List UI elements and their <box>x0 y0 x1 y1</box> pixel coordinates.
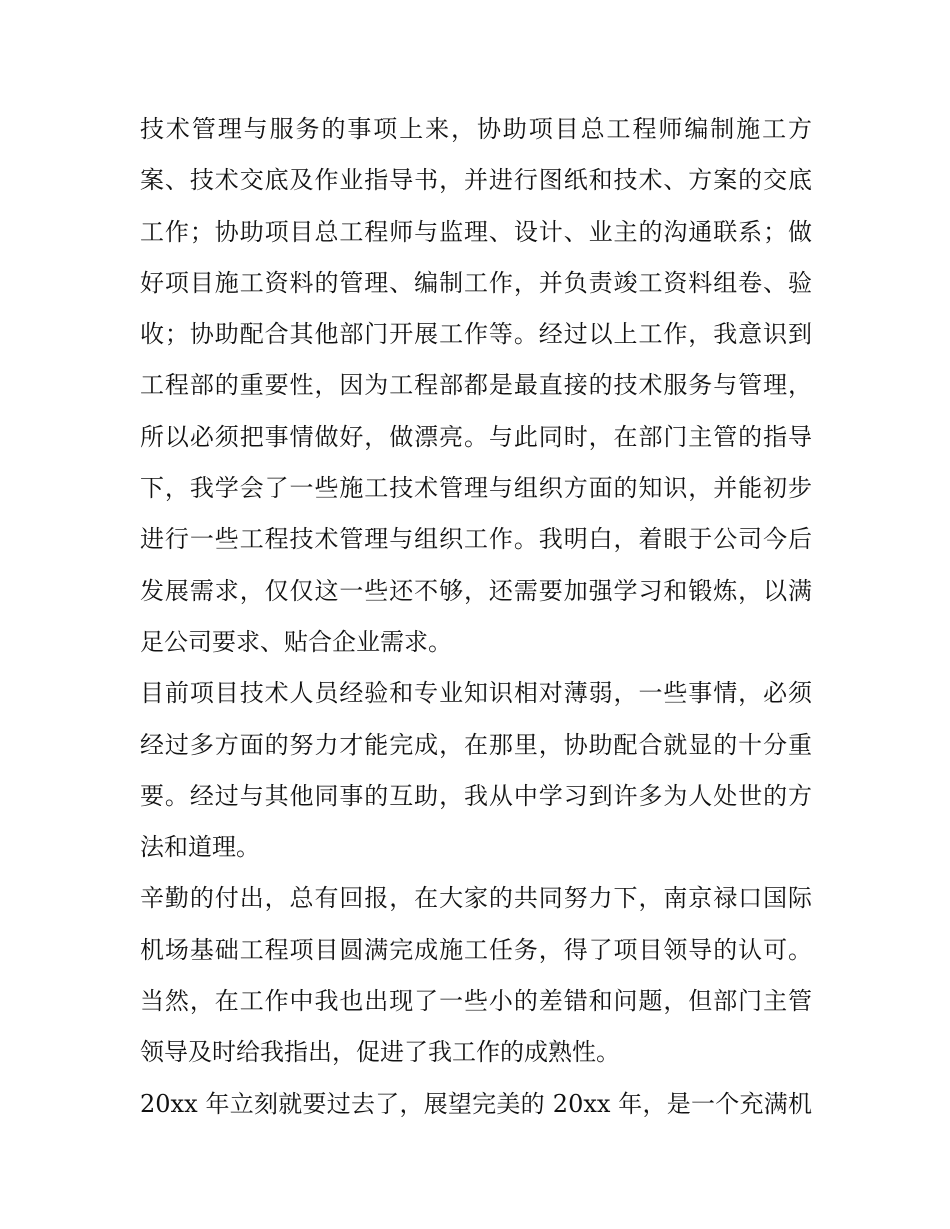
text-line: 技术管理与服务的事项上来，协助项目总工程师编制施工方 <box>140 115 812 143</box>
text-line: 收；协助配合其他部门开展工作等。经过以上工作，我意识到 <box>140 320 812 349</box>
paragraph-4 <box>140 1079 812 1130</box>
text-line: 工程部的重要性，因为工程部都是最直接的技术服务与管理， <box>140 371 812 400</box>
text-line: 机场基础工程项目圆满完成施工任务，得了项目领导的认可。 <box>140 935 812 964</box>
document-body <box>140 104 812 1130</box>
text-line: 足公司要求、贴合企业需求。 <box>140 627 452 656</box>
text-line: 好项目施工资料的管理、编制工作，并负责竣工资料组卷、验 <box>140 268 812 297</box>
paragraph-3 <box>140 873 812 1078</box>
text-line: 进行一些工程技术管理与组织工作。我明白，着眼于公司今后 <box>140 525 812 554</box>
text-line: 经过多方面的努力才能完成，在那里，协助配合就显的十分重 <box>140 730 812 759</box>
text-line: 要。经过与其他同事的互助，我从中学习到许多为人处世的方 <box>140 781 812 810</box>
paragraph-2 <box>140 668 812 873</box>
text-line: 工作；协助项目总工程师与监理、设计、业主的沟通联系；做 <box>140 217 812 246</box>
text-line: 领导及时给我指出，促进了我工作的成熟性。 <box>140 1038 620 1067</box>
text-line: 目前项目技术人员经验和专业知识相对薄弱，一些事情，必须 <box>140 679 812 708</box>
text-line: 法和道理。 <box>140 833 260 862</box>
text-line: 案、技术交底及作业指导书，并进行图纸和技术、方案的交底 <box>140 166 812 195</box>
text-line: 当然，在工作中我也出现了一些小的差错和问题，但部门主管 <box>140 987 812 1016</box>
text-line: 发展需求，仅仅这一些还不够，还需要加强学习和锻炼，以满 <box>140 576 812 605</box>
text-line: 下，我学会了一些施工技术管理与组织方面的知识，并能初步 <box>140 474 812 503</box>
text-line: 辛勤的付出，总有回报，在大家的共同努力下，南京禄口国际 <box>140 884 812 913</box>
text-line: 20xx 年立刻就要过去了，展望完美的 20xx 年，是一个充满机 <box>140 1089 812 1118</box>
paragraph-1 <box>140 104 812 668</box>
text-line: 所以必须把事情做好，做漂亮。与此同时，在部门主管的指导 <box>140 422 812 451</box>
